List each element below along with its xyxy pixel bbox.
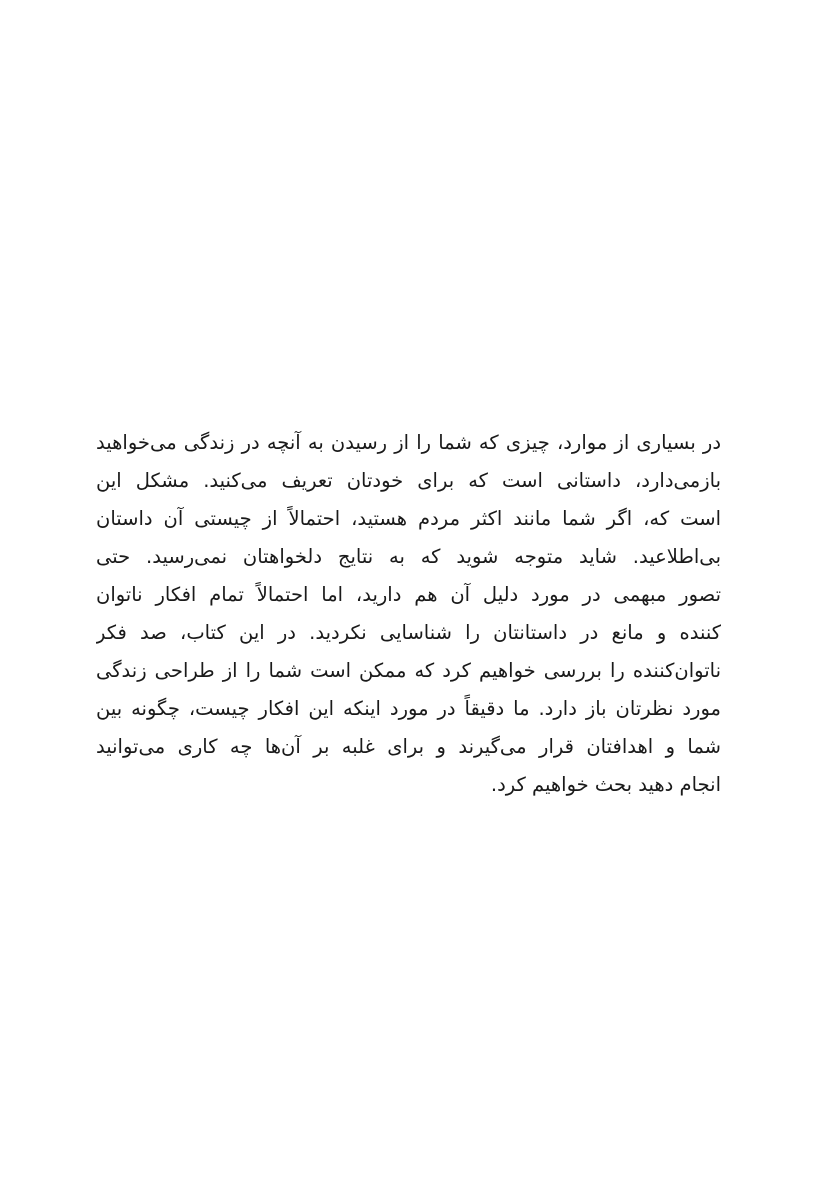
- paragraph-line-9: شما و اهدافتان قرار می‌گیرند و برای غلبه بر آن‌ها چه کاری می‌توانید: [96, 735, 721, 758]
- paragraph-line-4: بی‌اطلاعید. شاید متوجه شوید که به نتایج دلخواهتان نمی‌رسید. حتی: [96, 545, 721, 568]
- body-paragraph: [96, 424, 721, 804]
- paragraph-line-1: در بسیاری از موارد، چیزی که شما را از رسیدن به آنچه در زندگی می‌خواهید: [96, 431, 721, 454]
- paragraph-line-2: بازمی‌دارد، داستانی است که برای خودتان تعریف می‌کنید. مشکل این: [96, 469, 721, 492]
- paragraph-line-8: مورد نظرتان باز دارد. ما دقیقاً در مورد اینکه این افکار چیست، چگونه بین: [96, 697, 721, 720]
- paragraph-line-7: ناتوان‌کننده را بررسی خواهیم کرد که ممکن است شما را از طراحی زندگی: [96, 659, 721, 682]
- paragraph-line-10: انجام دهید بحث خواهیم کرد.: [490, 773, 721, 796]
- paragraph-line-6: کننده و مانع در داستانتان را شناسایی نکردید. در این کتاب، صد فکر: [96, 621, 721, 644]
- paragraph-line-3: است که، اگر شما مانند اکثر مردم هستید، احتمالاً از چیستی آن داستان: [96, 507, 721, 530]
- paragraph-line-5: تصور مبهمی در مورد دلیل آن هم دارید، اما احتمالاً تمام افکار ناتوان: [96, 583, 721, 606]
